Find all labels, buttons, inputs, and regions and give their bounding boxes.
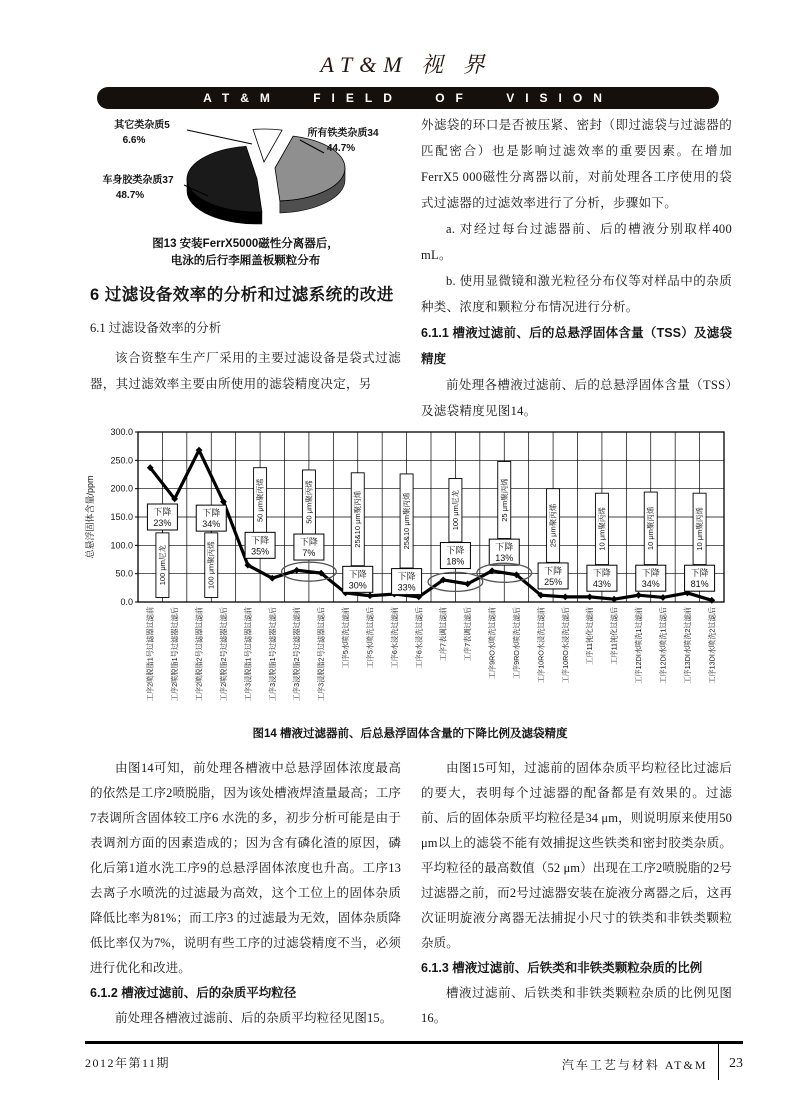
svg-text:工序9RO水喷洗过滤前: 工序9RO水喷洗过滤前 [487, 607, 497, 680]
svg-text:工序3浸脱脂1号过滤器过滤前: 工序3浸脱脂1号过滤器过滤前 [243, 607, 253, 702]
svg-text:工序7表调过滤后: 工序7表调过滤后 [463, 607, 473, 662]
section-6-1-1-heading: 6.1.1 槽液过滤前、后的总悬浮固体含量（TSS）及滤袋精度 [421, 326, 732, 366]
svg-text:25&10 μm聚丙烯: 25&10 μm聚丙烯 [402, 492, 412, 550]
paragraph-bag-sealing: 外滤袋的环口是否被压紧、密封（即过滤袋与过滤器的匹配密合）也是影响过滤效率的重要因素。在增加FerrX5 000磁性分离器以前，对前处理各工序使用的袋式过滤器的过滤效率进行了分析，步骤如下。 [421, 118, 732, 210]
svg-text:车身胶类杂质37: 车身胶类杂质37 [102, 175, 174, 186]
svg-text:10 μm聚丙烯: 10 μm聚丙烯 [695, 507, 705, 551]
footer-right [562, 1054, 743, 1080]
svg-text:工序12DI水喷洗1过滤前: 工序12DI水喷洗1过滤前 [634, 607, 644, 684]
svg-text:工序3浸脱脂2号过滤器过滤前: 工序3浸脱脂2号过滤器过滤前 [292, 607, 302, 702]
left-column-top [90, 112, 401, 422]
banner-text: AT&M FIELD OF VISION [203, 91, 613, 105]
svg-text:25%: 25% [544, 576, 563, 587]
svg-text:工序6水浸洗过滤后: 工序6水浸洗过滤后 [414, 607, 424, 669]
section-6-1-3-heading: 6.1.3 槽液过滤前、后铁类和非铁类颗粒杂质的比例 [421, 961, 703, 975]
svg-text:34%: 34% [641, 579, 660, 590]
svg-text:下降: 下降 [690, 568, 709, 579]
svg-text:下降: 下降 [202, 508, 221, 519]
svg-text:50 μm聚丙烯: 50 μm聚丙烯 [255, 478, 265, 523]
svg-text:工序10RO水浸洗过滤前: 工序10RO水浸洗过滤前 [536, 607, 546, 684]
svg-text:下降: 下降 [495, 542, 514, 553]
svg-text:工序11钝化过滤后: 工序11钝化过滤后 [609, 607, 619, 665]
paragraph-see-fig15: 前处理各槽液过滤前、后的杂质平均粒径见图15。 [115, 1011, 393, 1025]
svg-text:工序7表调过滤前: 工序7表调过滤前 [438, 607, 448, 662]
svg-text:工序3浸脱脂1号过滤器过滤后: 工序3浸脱脂1号过滤器过滤后 [267, 607, 277, 702]
svg-text:50 μm聚丙烯: 50 μm聚丙烯 [304, 480, 314, 524]
paragraph-step-b: b. 使用显微镜和激光粒径分布仪等对样品中的杂质种类、浓度和颗粒分布情况进行分析。 [421, 274, 732, 314]
svg-text:100 μm聚丙烯: 100 μm聚丙烯 [206, 541, 216, 590]
svg-text:34%: 34% [202, 519, 221, 530]
svg-text:工序11钝化过滤前: 工序11钝化过滤前 [585, 607, 595, 665]
svg-text:下降: 下降 [251, 535, 270, 546]
page-number: 23 [729, 1056, 743, 1071]
svg-text:工序2喷脱脂1号过滤器过滤前: 工序2喷脱脂1号过滤器过滤前 [145, 607, 155, 702]
svg-text:50.0: 50.0 [115, 568, 133, 579]
fig13-caption-line2: 电泳的后行李厢盖板颗粒分布 [170, 255, 321, 267]
svg-text:下降: 下降 [299, 537, 318, 548]
svg-text:下降: 下降 [348, 569, 367, 580]
svg-text:其它类杂质5: 其它类杂质5 [114, 120, 170, 131]
svg-text:250.0: 250.0 [110, 455, 133, 466]
svg-text:下降: 下降 [592, 568, 611, 579]
section-6-1-2-heading: 6.1.2 槽液过滤前、后的杂质平均粒径 [90, 986, 297, 1000]
svg-text:工序13DI水喷洗2过滤后: 工序13DI水喷洗2过滤后 [707, 607, 717, 684]
fig14-caption: 图14 槽液过滤器前、后总悬浮固体含量的下降比例及滤袋精度 [252, 728, 568, 740]
right-column-bottom [421, 756, 732, 1040]
svg-text:25 μm聚丙烯: 25 μm聚丙烯 [548, 503, 558, 548]
svg-text:33%: 33% [397, 582, 416, 593]
footer-journal-name: 汽车工艺与材料 AT&M [561, 1058, 708, 1072]
svg-text:总悬浮固体含量/ppm: 总悬浮固体含量/ppm [85, 475, 95, 559]
svg-text:200.0: 200.0 [110, 483, 133, 494]
svg-text:43%: 43% [592, 579, 611, 590]
svg-text:6.6%: 6.6% [122, 135, 146, 146]
svg-text:0.0: 0.0 [120, 597, 133, 607]
paragraph-fig14-discussion: 由图14可知，前处理各槽液中总悬浮固体浓度最高的依然是工序2喷脱脂，因为该处槽液焊渣量最高；工序7表调所含固体较工序6 水洗的多，初步分析可能是由于表调剂方面的因素造成的；因为含有磷化渣的原因，磷化后第1道水洗工序9的总悬浮固体浓度也升高。工序13 去离子水喷洗的过滤最为高效，这个工位上的固体杂质降低比率为81%；而工序3 的过滤最为无效，固体杂质降低比率仅为7%，说明有些工序的过滤袋精度不当，必须进行优化和改进。 [90, 761, 401, 975]
fig13-caption-line1: 图13 安装FerrX5000磁性分离器后， [152, 238, 339, 250]
svg-text:工序2喷脱脂2号过滤器过滤前: 工序2喷脱脂2号过滤器过滤前 [194, 607, 204, 702]
svg-text:工序13DI水喷洗2过滤前: 工序13DI水喷洗2过滤前 [682, 607, 692, 684]
footer-issue: 2012年第11期 [85, 1056, 171, 1070]
paragraph-see-fig14: 前处理各槽液过滤前、后的总悬浮固体含量（TSS）及滤袋精度见图14。 [421, 378, 732, 418]
fig13-pie-chart [90, 116, 400, 231]
page-footer [85, 1041, 743, 1080]
journal-masthead: AT&M 视 界 [320, 52, 492, 77]
svg-text:工序2喷脱脂2号过滤器过滤后: 工序2喷脱脂2号过滤器过滤后 [218, 607, 228, 702]
svg-text:工序6水浸洗过滤前: 工序6水浸洗过滤前 [389, 607, 399, 669]
fig14-figure [80, 424, 740, 743]
section-6-1-heading: 6.1 过滤设备效率的分析 [90, 321, 222, 335]
svg-text:下降: 下降 [544, 565, 563, 576]
svg-text:下降: 下降 [153, 507, 172, 517]
svg-text:下降: 下降 [446, 545, 465, 556]
paragraph-filter-equipment: 该合资整车生产厂采用的主要过滤设备是袋式过滤器，其过滤效率主要由所使用的滤袋精度决定，另 [90, 351, 401, 391]
svg-text:48.7%: 48.7% [115, 190, 145, 201]
svg-text:工序12DI水喷洗1过滤后: 工序12DI水喷洗1过滤后 [658, 607, 668, 684]
svg-text:150.0: 150.0 [110, 512, 133, 522]
footer-divider [718, 1044, 720, 1080]
svg-text:工序5水喷洗过滤前: 工序5水喷洗过滤前 [341, 607, 351, 669]
svg-text:30%: 30% [348, 580, 367, 591]
svg-text:25&10 μm聚丙烯: 25&10 μm聚丙烯 [353, 490, 363, 548]
paragraph-fig15-discussion: 由图15可知，过滤前的固体杂质平均粒径比过滤后的要大，表明每个过滤器的配备都是有效果的。过滤前、后的固体杂质平均粒径是34 μm，则说明原来使用50 μm以上的滤袋不能有效捕捉这些铁类和密封胶类杂质。平均粒径的最高数值（52 μm）出现在工序2喷脱脂的2号过滤器之前，而2号过滤器安装在旋液分离器之后，这再次证明旋液分离器无法捕捉小尺寸的铁类和非铁类颗粒杂质。 [421, 761, 732, 950]
paragraph-see-fig16: 槽液过滤前、后铁类和非铁类颗粒杂质的比例见图16。 [421, 986, 732, 1025]
section-banner [97, 87, 719, 109]
top-columns [90, 112, 732, 422]
svg-text:100.0: 100.0 [110, 540, 133, 551]
right-column-top [421, 112, 732, 422]
bottom-columns [90, 756, 732, 1040]
svg-text:7%: 7% [302, 548, 316, 559]
svg-text:工序5水喷洗过滤后: 工序5水喷洗过滤后 [365, 607, 375, 669]
svg-text:10 μm聚丙烯: 10 μm聚丙烯 [597, 507, 607, 551]
section-6-heading: 6 过滤设备效率的分析和过滤系统的改进 [90, 286, 394, 304]
svg-text:下降: 下降 [397, 571, 416, 582]
svg-text:23%: 23% [153, 518, 172, 528]
svg-text:18%: 18% [446, 556, 465, 567]
svg-text:10 μm聚丙烯: 10 μm聚丙烯 [646, 506, 656, 551]
left-column-bottom [90, 756, 401, 1040]
svg-text:工序3浸脱脂2号过滤器过滤后: 工序3浸脱脂2号过滤器过滤后 [316, 607, 326, 702]
svg-text:工序9RO水喷洗过滤后: 工序9RO水喷洗过滤后 [511, 607, 521, 680]
svg-text:100 μm尼龙: 100 μm尼龙 [450, 490, 460, 531]
fig14-line-chart [80, 424, 736, 716]
svg-text:25 μm聚丙烯: 25 μm聚丙烯 [499, 478, 509, 522]
svg-text:下降: 下降 [641, 568, 660, 579]
svg-text:工序2喷脱脂1号过滤器过滤后: 工序2喷脱脂1号过滤器过滤后 [170, 607, 180, 702]
svg-text:300.0: 300.0 [110, 427, 133, 437]
svg-text:13%: 13% [495, 553, 514, 564]
svg-text:100 μm尼龙: 100 μm尼龙 [157, 545, 167, 586]
svg-text:工序10RO水浸洗过滤后: 工序10RO水浸洗过滤后 [560, 607, 570, 684]
svg-text:81%: 81% [690, 579, 709, 590]
svg-text:所有铁类杂质34: 所有铁类杂质34 [307, 128, 379, 139]
svg-text:35%: 35% [251, 546, 270, 557]
paragraph-step-a: a. 对经过每台过滤器前、后的槽液分别取样400 mL。 [421, 222, 732, 262]
svg-text:44.7%: 44.7% [326, 143, 356, 154]
